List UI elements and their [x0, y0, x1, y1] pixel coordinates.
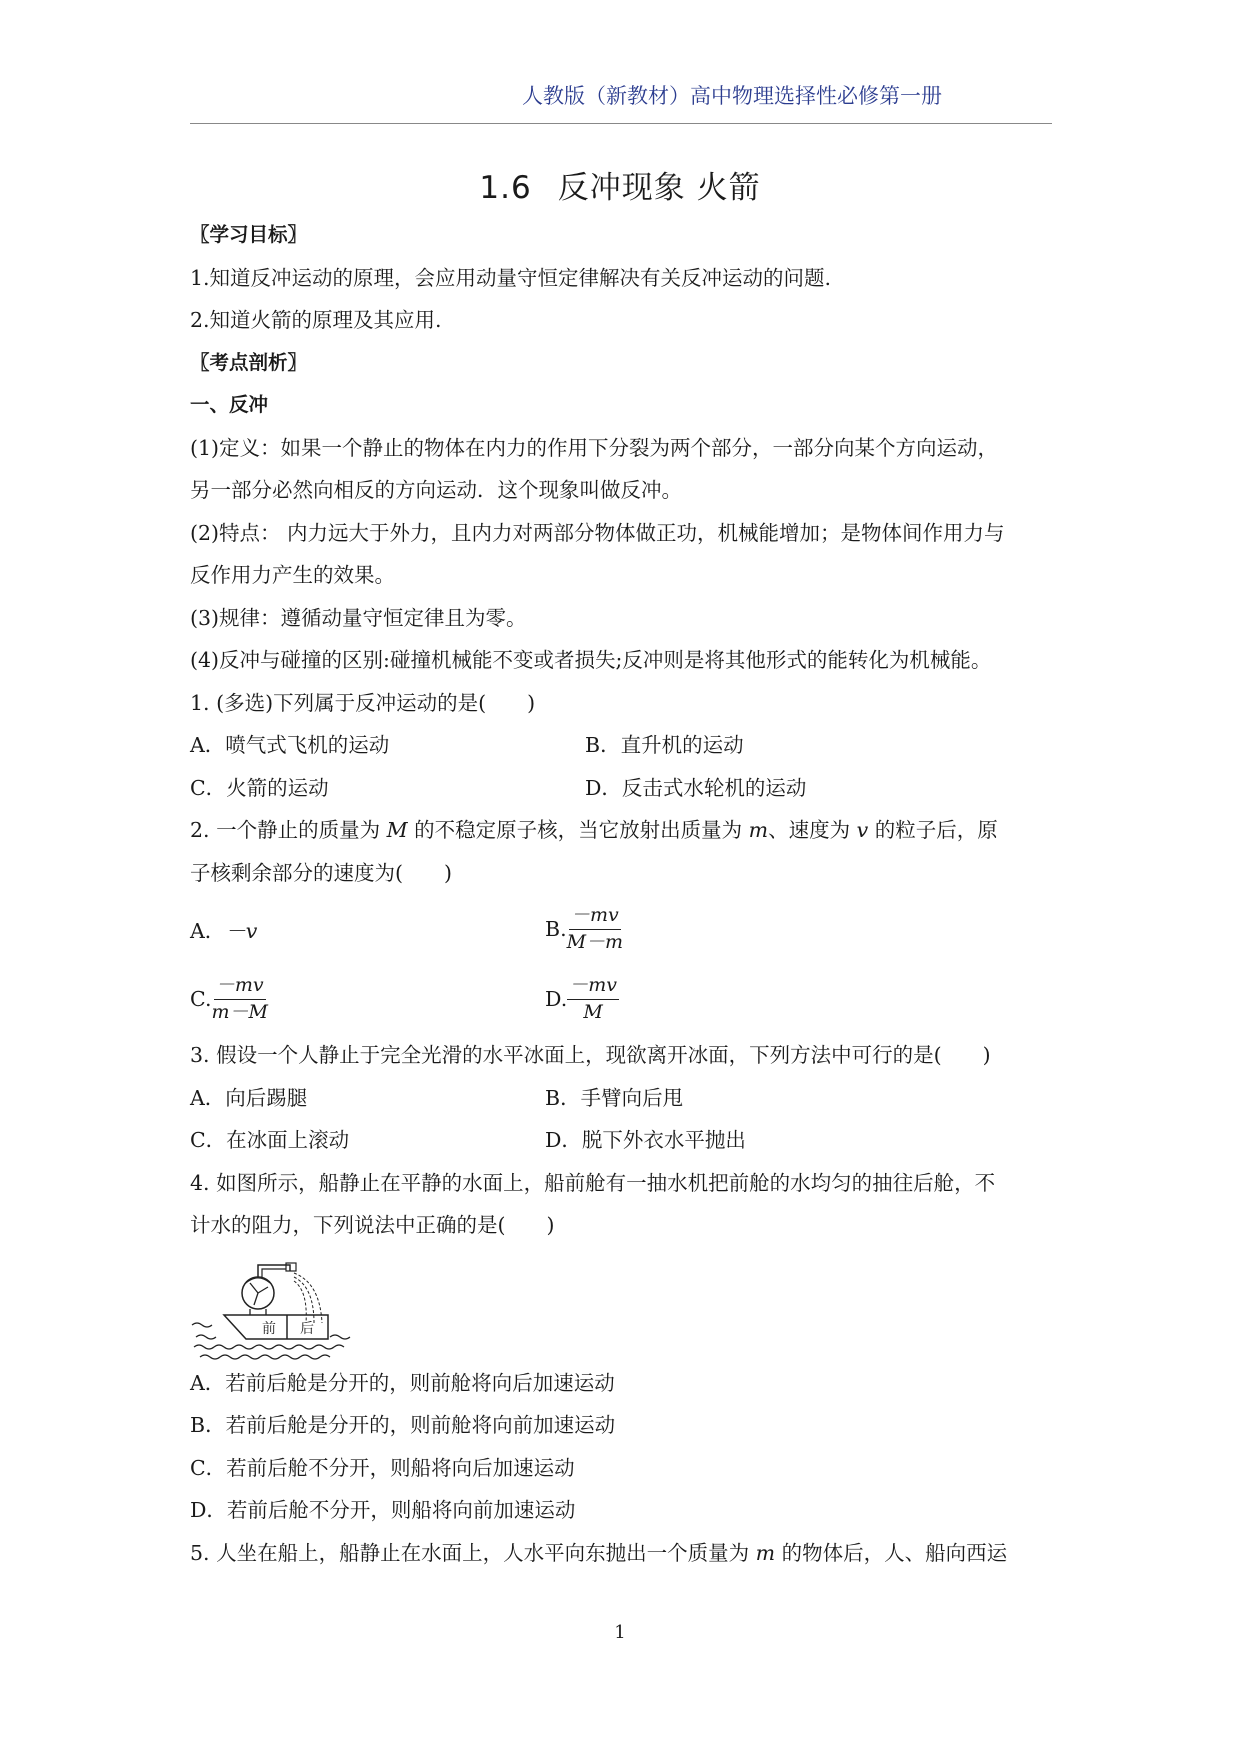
question-3-options-row: [190, 1077, 1052, 1120]
stem-part: 的粒子后，原: [868, 818, 998, 842]
section-line: (1)定义：如果一个静止的物体在内力的作用下分裂为两个部分，一部分向某个方向运动，: [190, 435, 999, 460]
question-2-options-row: [190, 894, 1052, 964]
page-number: 1: [614, 1622, 626, 1643]
title-number: 1.6: [479, 170, 532, 206]
stem-part: 的不稳定原子核，当它放射出质量为: [407, 818, 749, 842]
option-c: C．在冰面上滚动: [190, 1128, 350, 1152]
section-heading: 一、反冲: [190, 393, 269, 416]
header-divider: [190, 123, 1052, 124]
option-b: B．若前后舱是分开的，则前舱将向前加速运动: [190, 1413, 616, 1437]
question-1-stem: 1. (多选)下列属于反冲运动的是( ): [190, 690, 536, 715]
stem-part: 2. 一个静止的质量为: [190, 818, 387, 842]
numerator: －mv: [214, 975, 266, 1000]
var-v: v: [856, 818, 869, 842]
option-c: [190, 975, 545, 1024]
stem-part: 的物体后，人、船向西运: [775, 1540, 1008, 1565]
option-a: A．向后踢腿: [190, 1085, 308, 1110]
option-d: D．反击式水轮机的运动: [585, 775, 807, 800]
goal-item: 1.知道反冲运动的原理，会应用动量守恒定律解决有关反冲运动的问题.: [190, 265, 832, 290]
denominator: M－m: [566, 930, 624, 953]
question-3-stem: 3. 假设一个人静止于完全光滑的水平冰面上，现欲离开冰面，下列方法中可行的是( ): [190, 1043, 991, 1067]
option-value: －v: [225, 919, 258, 943]
section-line: 反作用力产生的效果。: [190, 563, 395, 587]
option-d: D．若前后舱不分开，则船将向前加速运动: [190, 1498, 576, 1522]
option-label: A．: [190, 919, 226, 943]
boat-pump-figure: [190, 1247, 1052, 1362]
question-5-stem: [190, 1532, 1052, 1575]
denominator: M: [583, 1000, 603, 1023]
question-3-options-row: [190, 1119, 1052, 1162]
question-1-options-row: [190, 724, 1052, 767]
option-d: D．脱下外衣水平抛出: [545, 1128, 746, 1152]
analysis-heading: 〖考点剖析〗: [190, 350, 308, 374]
option-label: B.: [545, 917, 567, 941]
option-a: A．喷气式飞机的运动: [190, 733, 390, 757]
option-a: [190, 914, 545, 944]
fraction: [211, 975, 267, 1024]
boat-diagram: [190, 1253, 380, 1363]
fraction: [567, 905, 623, 954]
section-line: (2)特点： 内力远大于外力，且内力对两部分物体做正功，机械能增加；是物体间作用力与: [190, 520, 1005, 545]
question-4-stem: 4. 如图所示，船静止在平静的水面上，船前舱有一抽水机把前舱的水均匀的抽往后舱，不: [190, 1170, 996, 1195]
section-line: (4)反冲与碰撞的区别:碰撞机械能不变或者损失;反冲则是将其他形式的能转化为机械能。: [190, 648, 992, 672]
option-c: C．若前后舱不分开，则船将向后加速运动: [190, 1455, 575, 1480]
header-title: 人教版（新教材）高中物理选择性必修第一册: [522, 84, 942, 108]
option-d: [545, 975, 619, 1024]
option-label: C.: [190, 987, 212, 1011]
denominator: m－M: [211, 1000, 268, 1023]
back-cabin-label: 后: [300, 1320, 314, 1337]
var-m: m: [755, 1540, 776, 1565]
page-title: [0, 162, 1240, 207]
question-2-options-row: [190, 964, 1052, 1034]
document-body: [190, 214, 1052, 1574]
var-M: M: [386, 818, 408, 842]
option-a: A．若前后舱是分开的，则前舱将向后加速运动: [190, 1370, 615, 1395]
section-line: (3)规律：遵循动量守恒定律且为零。: [190, 605, 527, 630]
question-2-stem-cont: 子核剩余部分的速度为( ): [190, 860, 452, 885]
option-b: [545, 905, 623, 954]
title-text: 反冲现象 火箭: [557, 170, 761, 206]
section-line: 另一部分必然向相反的方向运动．这个现象叫做反冲。: [190, 478, 682, 502]
option-c: C．火箭的运动: [190, 775, 329, 800]
goal-item: 2.知道火箭的原理及其应用.: [190, 308, 442, 332]
option-b: B．直升机的运动: [585, 733, 744, 757]
fraction: [567, 975, 619, 1024]
stem-part: 5. 人坐在船上，船静止在水面上，人水平向东抛出一个质量为: [190, 1540, 756, 1565]
question-4-stem-cont: 计水的阻力，下列说法中正确的是( ): [190, 1213, 555, 1237]
option-label: D.: [545, 987, 568, 1011]
var-m: m: [748, 818, 769, 842]
question-1-options-row: [190, 767, 1052, 810]
numerator: －mv: [567, 975, 619, 1000]
stem-part: 、速度为: [768, 818, 857, 842]
goals-heading: 〖学习目标〗: [190, 223, 308, 246]
front-cabin-label: 前: [262, 1320, 276, 1337]
question-2-stem: [190, 809, 1052, 852]
numerator: －mv: [569, 905, 621, 930]
option-b: B．手臂向后甩: [545, 1085, 684, 1110]
